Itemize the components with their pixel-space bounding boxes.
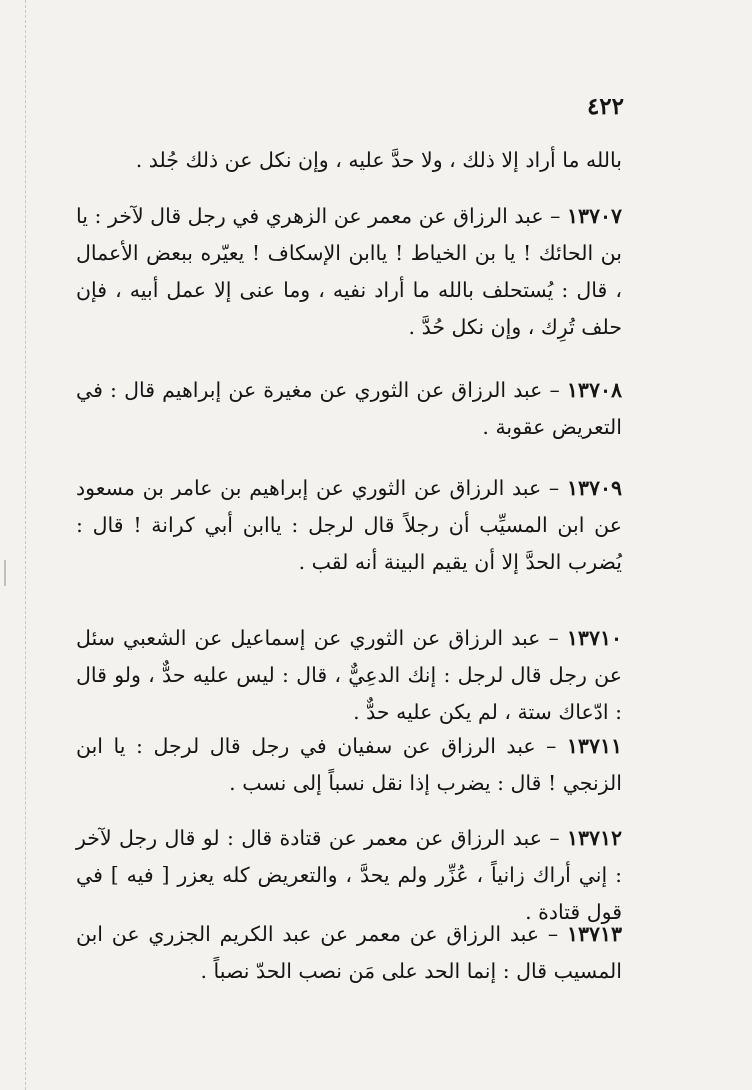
page-gutter-line: [25, 0, 26, 1090]
hadith-paragraph: [76, 820, 622, 931]
hadith-number: ١٣٧١١: [566, 734, 622, 758]
hadith-text: – عبد الرزاق عن الثوري عن إبراهيم بن عامر بن مسعود عن ابن المسيِّب أن رجلاً قال لرجل : ياابن أبي كرانة ! قال : يُضرب الحدَّ إلا أن يقيم البينة أنه لقب .: [76, 476, 622, 574]
hadith-number: ١٣٧١٢: [566, 826, 622, 850]
hadith-number: ١٣٧٠٩: [566, 476, 622, 500]
hadith-number: ١٣٧٠٧: [566, 204, 622, 228]
hadith-number: ١٣٧١٣: [566, 922, 622, 946]
hadith-paragraph: [76, 198, 622, 346]
hadith-text: – عبد الرزاق عن معمر عن الزهري في رجل قال لآخر : يا بن الحائك ! يا بن الخياط ! ياابن الإسكاف ! يعيّره ببعض الأعمال ، قال : يُستحلف بالله ما أراد نفيه ، وما عنى إلا عمل أبيه ، فإن حلف تُرِك ، وإن نكل حُدَّ .: [76, 204, 622, 339]
page-number: ٤٢٢: [586, 93, 624, 120]
continuation-paragraph: [76, 142, 622, 179]
hadith-text: – عبد الرزاق عن سفيان في رجل قال لرجل : يا ابن الزنجي ! قال : يضرب إذا نقل نسباً إلى نسب .: [76, 734, 622, 795]
hadith-paragraph: [76, 620, 622, 731]
hadith-number: ١٣٧١٠: [566, 626, 622, 650]
page-edge-mark: [4, 560, 6, 586]
hadith-text: – عبد الرزاق عن معمر عن عبد الكريم الجزري عن ابن المسيب قال : إنما الحد على مَن نصب الحدّ نصباً .: [76, 922, 622, 983]
hadith-paragraph: [76, 470, 622, 581]
hadith-paragraph: [76, 372, 622, 446]
hadith-text: – عبد الرزاق عن معمر عن قتادة قال : لو قال رجل لآخر : إني أراك زانياً ، عُزِّر ولم يحدَّ ، والتعريض كله يعزر [ فيه ] في قول قتادة .: [76, 826, 622, 924]
hadith-paragraph: [76, 728, 622, 802]
hadith-paragraph: [76, 916, 622, 990]
hadith-text: – عبد الرزاق عن الثوري عن إسماعيل عن الشعبي سئل عن رجل قال لرجل : إنك الدعِيٌّ ، قال : ليس عليه حدٌّ ، ولو قال : ادّعاك ستة ، لم يكن عليه حدٌّ .: [76, 626, 622, 724]
hadith-number: ١٣٧٠٨: [566, 378, 622, 402]
hadith-text: – عبد الرزاق عن الثوري عن مغيرة عن إبراهيم قال : في التعريض عقوبة .: [76, 378, 622, 439]
continuation-text: بالله ما أراد إلا ذلك ، ولا حدَّ عليه ، وإن نكل عن ذلك جُلد .: [135, 148, 622, 172]
